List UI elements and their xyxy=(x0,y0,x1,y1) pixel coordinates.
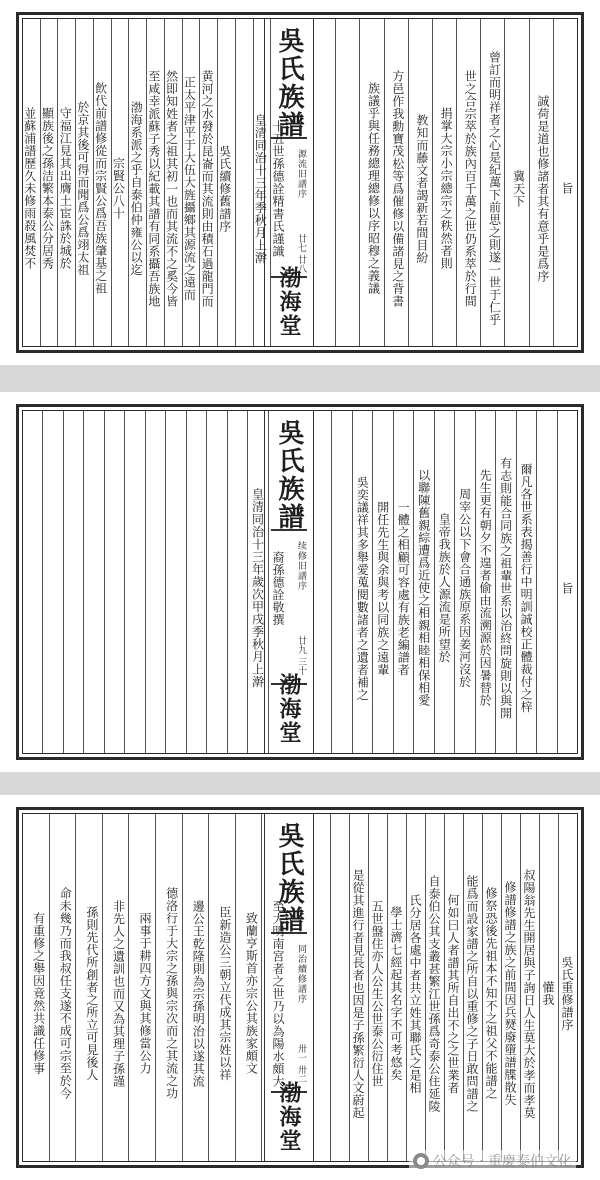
column-text: 五世盤住亦人公生公世泰公衍住世 xyxy=(370,899,384,1088)
text-column xyxy=(199,19,217,346)
text-column xyxy=(536,411,556,753)
column-text xyxy=(228,411,247,753)
text-column xyxy=(501,814,520,1161)
text-column xyxy=(40,19,58,346)
text-column xyxy=(208,814,235,1161)
text-column xyxy=(425,814,444,1161)
section-title: 续修旧譜序 xyxy=(296,541,306,591)
column-text xyxy=(125,411,144,753)
text-column xyxy=(63,411,83,753)
text-column xyxy=(539,814,558,1161)
column-text: 以聯陳舊親綜遭爲近使之相親相睦相保相愛 xyxy=(416,469,431,707)
text-columns-right xyxy=(312,814,577,1161)
genealogy-page-3 xyxy=(0,795,600,1180)
column-text: 命未幾乃而我叔任支遂不成可宗至於今 xyxy=(58,887,73,1100)
text-column xyxy=(268,411,288,753)
hall-name: 渤海堂 xyxy=(276,1081,302,1153)
column-text: 邊公王乾隆則為宗孫明治以遂其流 xyxy=(191,899,206,1088)
section-title: 源流旧譜序 xyxy=(296,149,306,199)
text-column xyxy=(312,411,331,753)
text-column xyxy=(335,19,359,346)
text-column xyxy=(124,411,144,753)
text-column xyxy=(553,19,577,346)
text-column xyxy=(520,814,539,1161)
column-text: 顯族後之孫洁繁本泰公分居秀 xyxy=(40,107,55,270)
text-column xyxy=(331,411,351,753)
text-column xyxy=(164,19,182,346)
text-column xyxy=(155,814,182,1161)
column-text: 皇清同治十三年歲次甲戌季秋月上澣 xyxy=(250,488,265,688)
text-column xyxy=(23,814,49,1161)
text-column xyxy=(217,19,235,346)
text-column xyxy=(558,814,577,1161)
text-column xyxy=(504,19,528,346)
column-text: 並蘇浦譜歷久未修雨殺風焚不 xyxy=(22,107,37,270)
section-title: 同治續修譜序 xyxy=(296,944,306,1004)
text-column xyxy=(128,814,155,1161)
column-text: 修譜修譜之族之前間因兵燹廢墮譜牒散失 xyxy=(503,881,517,1106)
text-column xyxy=(128,19,146,346)
text-column xyxy=(372,411,392,753)
text-column xyxy=(145,411,165,753)
page-frame xyxy=(16,12,584,353)
column-text: 黄河之水發於昆崙而其流則由積石過龍門而 xyxy=(200,69,215,308)
column-text: 開任先生與余與考以同族之遠輩 xyxy=(375,500,390,676)
text-column xyxy=(235,19,253,346)
text-column xyxy=(408,19,432,346)
text-column xyxy=(93,19,111,346)
column-text: 然即知姓者之祖其初一也而其流不之奚今皆 xyxy=(164,69,179,308)
text-column xyxy=(270,19,288,346)
column-text: 飲代前譜修從而宗賢公爲吾族肇基之祖 xyxy=(93,82,108,295)
page-number: 廿七 廿八 xyxy=(296,234,306,273)
text-column xyxy=(83,411,103,753)
column-text xyxy=(312,411,331,753)
text-column xyxy=(349,814,368,1161)
column-text: 皇帝我族於人源流是所望於 xyxy=(437,513,452,663)
text-column xyxy=(75,19,93,346)
text-column xyxy=(516,411,536,753)
column-text xyxy=(64,411,83,753)
text-columns-left xyxy=(23,19,288,346)
column-text: 渤海系派之乎自泰伯仲雍公以迄 xyxy=(129,101,144,276)
text-column xyxy=(384,19,408,346)
column-text xyxy=(312,19,335,346)
text-column xyxy=(463,814,482,1161)
column-text: 氏分居各處中者共立姓其聯氏之是相 xyxy=(408,893,422,1094)
page-frame xyxy=(16,807,584,1168)
column-text xyxy=(84,411,103,753)
text-column xyxy=(475,411,495,753)
column-text: 懽我 xyxy=(541,981,555,1006)
text-column xyxy=(406,814,425,1161)
column-text: 旨 xyxy=(560,581,574,595)
column-text: 先生更有朝夕不遑者偷由流溯源於因暑替於 xyxy=(478,469,493,707)
genealogy-page-1 xyxy=(0,0,600,365)
text-column xyxy=(368,814,387,1161)
text-column xyxy=(146,19,164,346)
text-column xyxy=(352,411,372,753)
text-column xyxy=(432,19,456,346)
book-title: 吳氏族譜 xyxy=(274,822,304,934)
text-column xyxy=(104,411,124,753)
column-text: 爾凡各世系表揭善行中明訓誠校正體裁付之梓 xyxy=(519,463,534,713)
text-column xyxy=(480,19,504,346)
column-text xyxy=(236,19,253,346)
column-text xyxy=(146,411,165,753)
text-column xyxy=(23,19,40,346)
text-columns-left xyxy=(23,814,288,1161)
text-column xyxy=(182,19,200,346)
column-text: 周宰公以下會合通族原系因姜河沒於 xyxy=(457,488,472,688)
book-title: 吳氏族譜 xyxy=(274,27,304,139)
column-text: 方邑作我勳寶茂松等爲催修以備諸見之背書 xyxy=(390,69,405,308)
column-text: 吳奕議祥其多舉愛蒐閱數諸者之遺者補之 xyxy=(355,475,370,701)
column-text: 叔陽翁先生開居與子詢日人生莫大於孝而孝莫 xyxy=(522,868,536,1119)
column-text: 是從其進行者見長者也因是子孫繁衍人文蔚起 xyxy=(351,868,365,1119)
column-text: 孫則先代所創者之所立可見後人 xyxy=(84,906,99,1081)
text-column xyxy=(102,814,129,1161)
text-column xyxy=(23,411,42,753)
text-column xyxy=(49,814,76,1161)
column-text: 捐掌大宗小宗總宗之秩然者則 xyxy=(439,107,454,270)
column-text xyxy=(331,814,349,1161)
text-column xyxy=(557,411,577,753)
column-text: 非先人之遺訓也而又為其理子孫謹 xyxy=(111,899,126,1088)
column-text: 吳氏重修譜序 xyxy=(560,956,574,1031)
column-text: 旨 xyxy=(560,182,574,195)
column-text: 臣新造公三朝立代成其宗姓以祥 xyxy=(217,906,232,1081)
column-text: 致蘭亨斯首亦宗公其族家頗文 xyxy=(244,912,259,1075)
column-text: 學士濟七經起其名字不可考悠矣 xyxy=(389,906,403,1081)
column-text xyxy=(332,411,351,753)
text-column xyxy=(312,19,335,346)
text-column xyxy=(235,814,262,1161)
column-text: 曾訂而明祥者之心是紀萬下前思之則遂一世于仁乎 xyxy=(487,51,502,326)
column-text: 至咸幸派蘇子秀以紀載其譜有同系攝吾族地 xyxy=(146,69,161,308)
column-text xyxy=(312,814,330,1161)
column-text: 兩事于耕四方文與其修當公力 xyxy=(138,912,153,1075)
text-column xyxy=(227,411,247,753)
text-column xyxy=(359,19,383,346)
column-text: 守福江見其出膺土宦誅於城於 xyxy=(58,107,73,270)
text-column xyxy=(393,411,413,753)
text-column xyxy=(482,814,501,1161)
column-text xyxy=(537,411,556,753)
column-text: 有重修之舉因竟然共識任修事 xyxy=(31,912,46,1075)
column-text: 能爲而設家譜之所自以重修之子日敢問譜之 xyxy=(465,874,479,1113)
text-column xyxy=(206,411,226,753)
column-text: 宗賢公八十 xyxy=(111,157,126,220)
book-title: 吳氏族譜 xyxy=(274,419,304,531)
watermark xyxy=(409,1150,576,1172)
column-text: 教知而藤文者謁新若間目紛 xyxy=(414,113,429,264)
page-number: 廿九 三十 xyxy=(296,636,306,675)
wechat-icon xyxy=(413,1153,429,1169)
column-text: 正太平津平于大伍大旌攝鄉其源流之遠而 xyxy=(182,76,197,301)
text-columns-right xyxy=(312,19,577,346)
text-column xyxy=(444,814,463,1161)
text-column xyxy=(111,19,129,346)
column-text: 族議乎與任務總理總修以序昭穆之義議 xyxy=(366,82,381,295)
column-text: 十五世孫德詮精書氏謹識 xyxy=(271,119,285,258)
column-text: 有志則能合同族之祖輩世系以治終問旋則以與開 xyxy=(498,456,513,720)
column-text xyxy=(166,411,185,753)
text-column xyxy=(42,411,62,753)
text-column xyxy=(434,411,454,753)
text-column xyxy=(186,411,206,753)
column-text: 吳氏續修舊譜序 xyxy=(217,144,232,233)
text-column xyxy=(75,814,102,1161)
genealogy-page-2 xyxy=(0,392,600,772)
watermark-text: 公众号 · 重慶泰伯文化 xyxy=(432,1154,572,1170)
column-text: 修祭恐後先祖本不知不之祖父不能譜之 xyxy=(484,887,498,1100)
text-column xyxy=(165,411,185,753)
column-text xyxy=(207,411,226,753)
column-text: 於京其後可得而聞爲公爲翊太祖 xyxy=(75,101,90,276)
column-text: 自泰伯公其支叢甚繁江世孫爲奇泰公住延陵 xyxy=(427,874,441,1113)
text-columns-right xyxy=(312,411,577,753)
page-frame xyxy=(16,404,584,760)
column-text xyxy=(43,411,62,753)
text-column xyxy=(247,411,267,753)
text-column xyxy=(57,19,75,346)
column-text xyxy=(23,411,42,753)
text-column xyxy=(330,814,349,1161)
hall-name: 渤海堂 xyxy=(276,266,302,338)
column-text: 一體之相顧可容處有族老編譜者 xyxy=(396,500,411,676)
column-text: 德洛行于大宗之孫與宗次而之其流之功 xyxy=(164,887,179,1100)
column-text: 誠荷是道也修諸者其有意乎是爲序 xyxy=(535,94,550,283)
text-columns-left xyxy=(23,411,288,753)
text-column xyxy=(454,411,474,753)
column-text: 世之合宗萃於族內百千萬之世仍系萃於行間 xyxy=(463,69,478,308)
column-text: 冀天下 xyxy=(511,169,526,208)
text-column xyxy=(182,814,209,1161)
hall-name: 渤海堂 xyxy=(276,673,302,745)
column-text xyxy=(105,411,124,753)
text-column xyxy=(253,19,271,346)
column-text: 皇清同治十三年季秋月上澣 xyxy=(253,113,268,264)
text-column xyxy=(529,19,553,346)
text-column xyxy=(495,411,515,753)
page-number: 卅一 卅二 xyxy=(296,1044,306,1083)
text-column xyxy=(456,19,480,346)
column-text: 何如曰人者譜其所自出不之之世業者 xyxy=(446,893,460,1094)
column-text: 至大明南宮者之世乃以為陽水頗大 xyxy=(271,899,285,1088)
text-column xyxy=(312,814,330,1161)
text-column xyxy=(261,814,288,1161)
column-text xyxy=(187,411,206,753)
column-text: 裔孫德詮敬撰 xyxy=(271,550,285,626)
column-text xyxy=(336,19,359,346)
text-column xyxy=(387,814,406,1161)
text-column xyxy=(413,411,433,753)
